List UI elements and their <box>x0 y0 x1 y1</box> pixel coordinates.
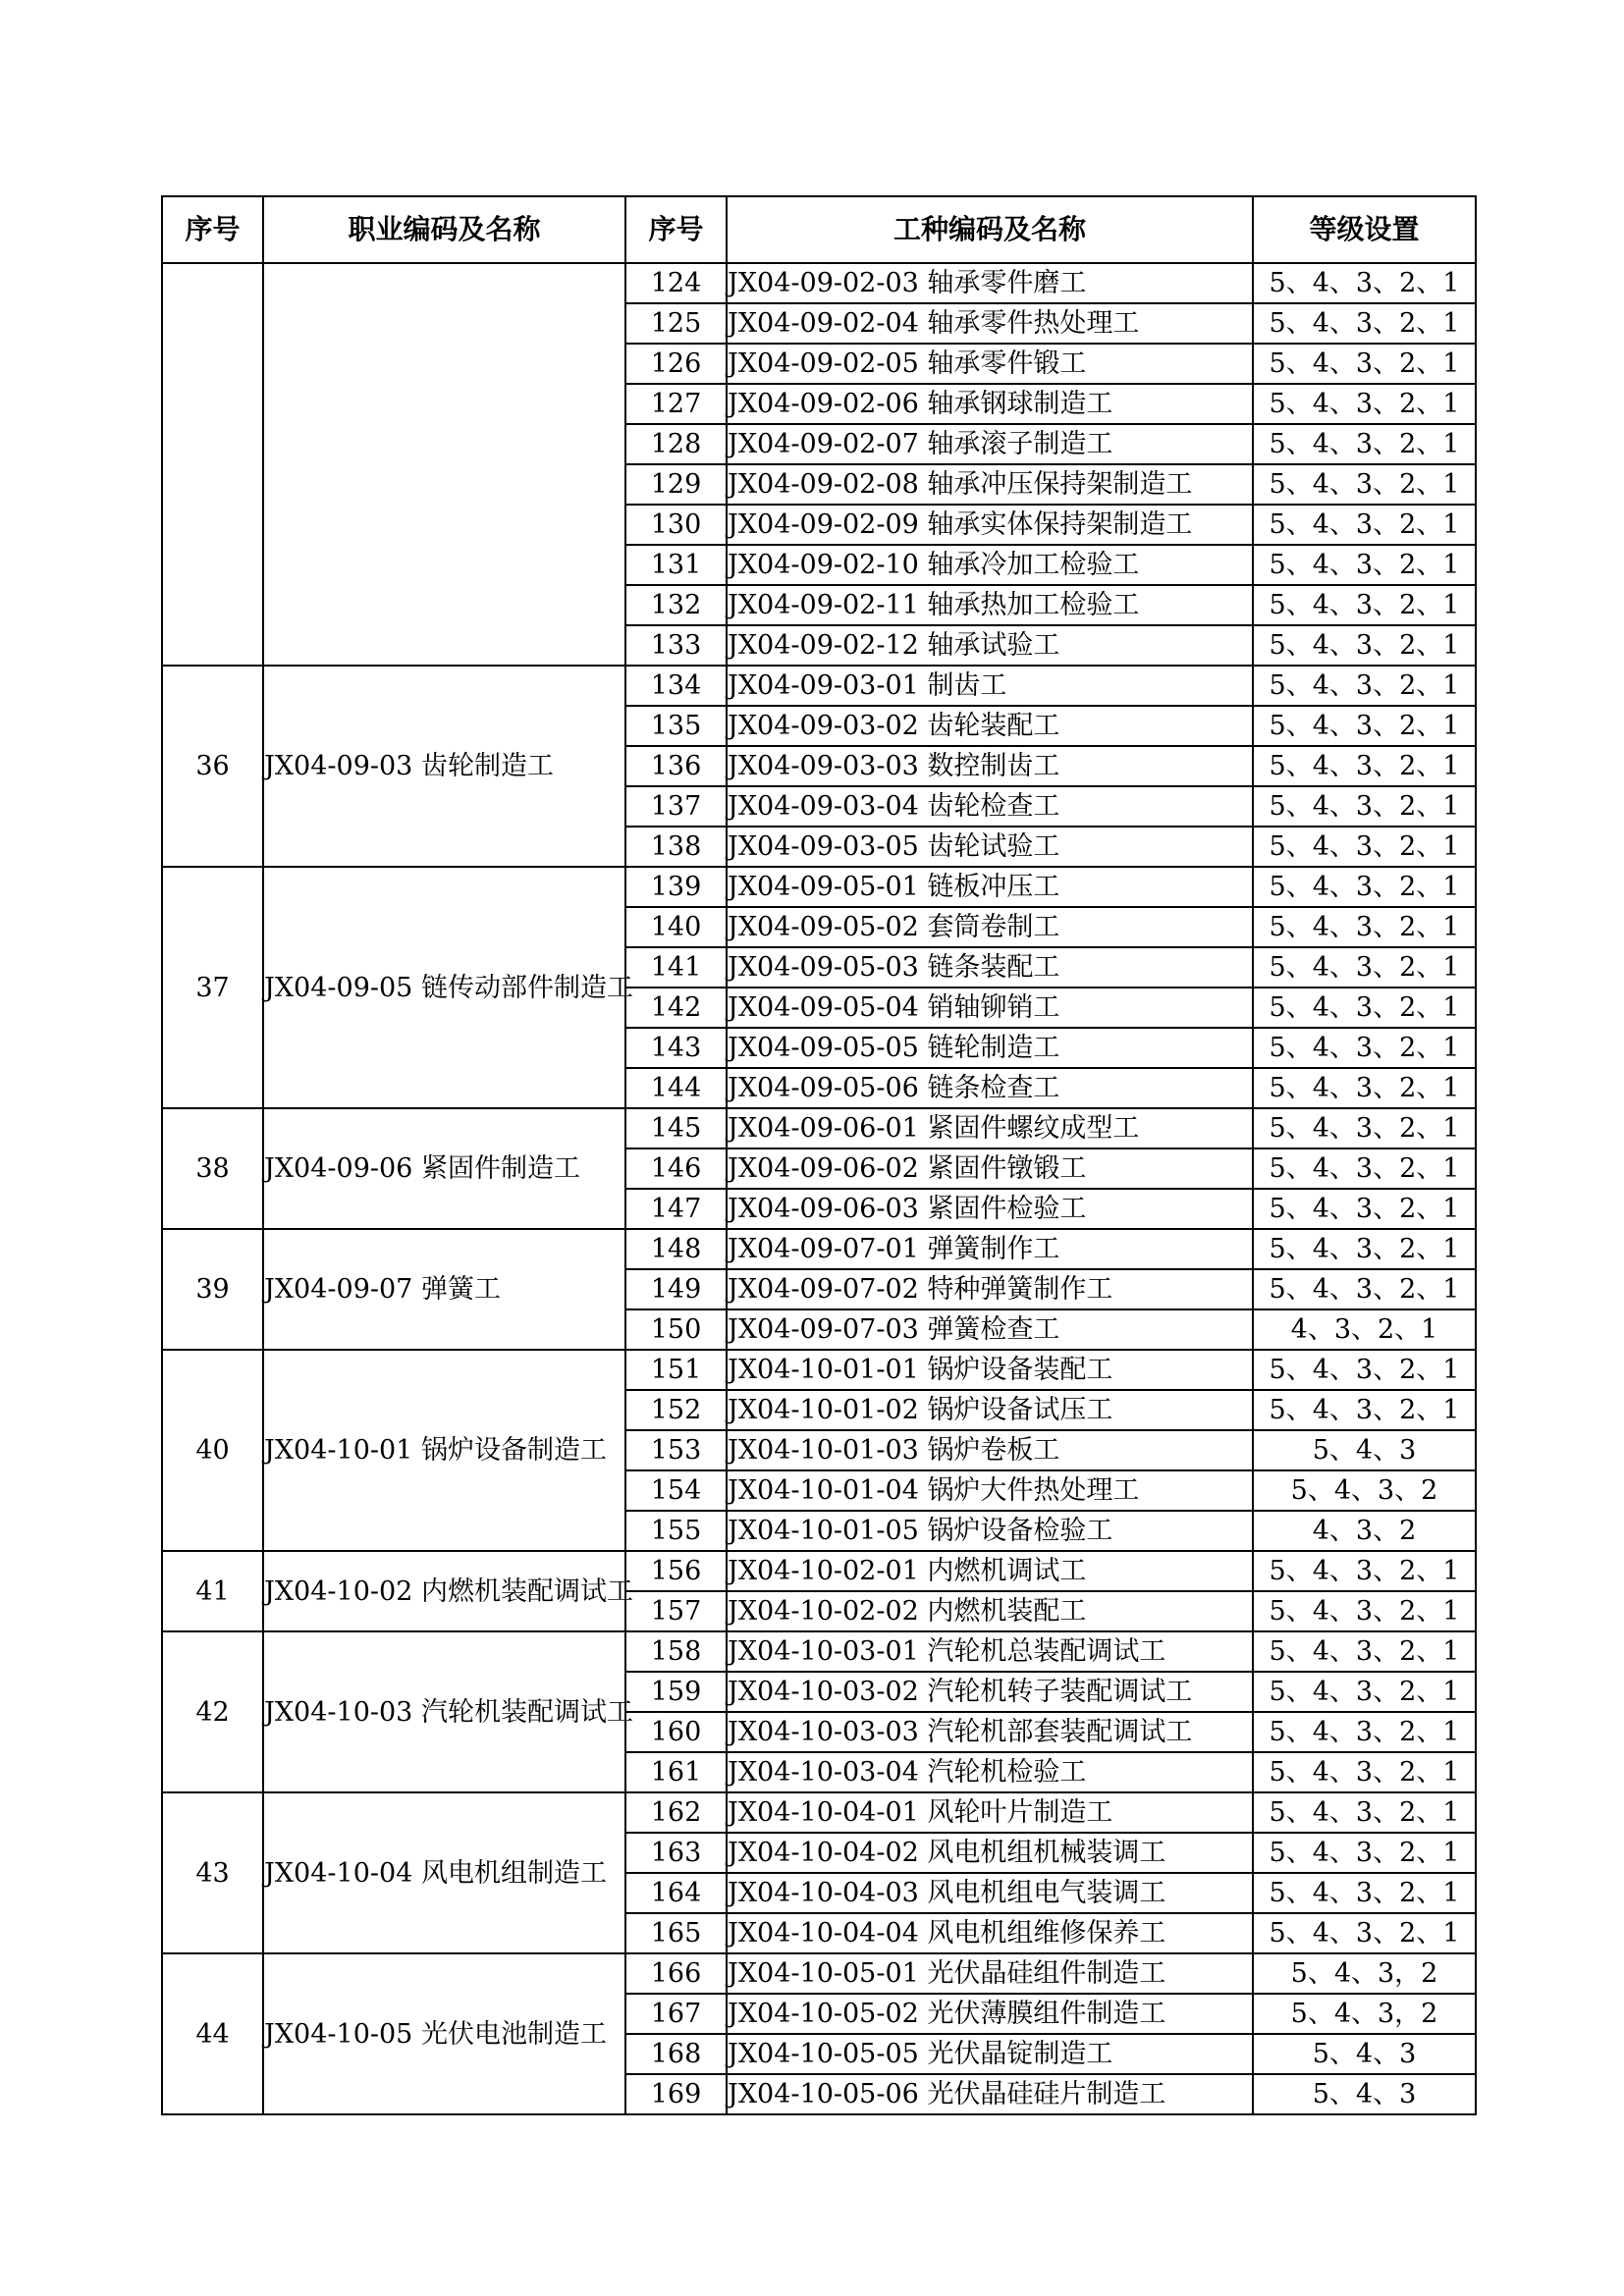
job-number: 141 <box>625 947 727 988</box>
job-number: 166 <box>625 1953 727 1994</box>
job-number: 163 <box>625 1833 727 1873</box>
job-number: 157 <box>625 1591 727 1631</box>
job-number: 152 <box>625 1390 727 1430</box>
level-setting: 5、4、3、2、1 <box>1253 1189 1476 1229</box>
job-code-name: JX04-09-03-01 制齿工 <box>727 666 1253 706</box>
job-code-name: JX04-10-04-04 风电机组维修保养工 <box>727 1913 1253 1953</box>
job-code-name: JX04-09-02-05 轴承零件锻工 <box>727 344 1253 384</box>
occupation-number: 41 <box>162 1551 263 1631</box>
table-body <box>162 263 1476 2114</box>
table-row <box>162 263 1476 303</box>
level-setting: 5、4、3、2、1 <box>1253 464 1476 505</box>
level-setting: 5、4、3、2、1 <box>1253 1269 1476 1309</box>
job-code-name: JX04-10-02-02 内燃机装配工 <box>727 1591 1253 1631</box>
job-number: 131 <box>625 545 727 585</box>
occupation-number: 43 <box>162 1792 263 1953</box>
job-number: 168 <box>625 2034 727 2074</box>
job-code-name: JX04-09-05-02 套筒卷制工 <box>727 907 1253 947</box>
occupation-name: JX04-10-03 汽轮机装配调试工 <box>263 1631 625 1792</box>
level-setting: 5、4、3、2、1 <box>1253 1551 1476 1591</box>
job-number: 161 <box>625 1752 727 1792</box>
level-setting: 5、4、3、2、1 <box>1253 907 1476 947</box>
job-number: 165 <box>625 1913 727 1953</box>
level-setting: 5、4、3、2、1 <box>1253 1631 1476 1672</box>
job-code-name: JX04-10-05-06 光伏晶硅硅片制造工 <box>727 2074 1253 2114</box>
job-code-name: JX04-10-03-01 汽轮机总装配调试工 <box>727 1631 1253 1672</box>
job-code-name: JX04-09-06-01 紧固件螺纹成型工 <box>727 1108 1253 1148</box>
job-code-name: JX04-09-02-07 轴承滚子制造工 <box>727 424 1253 464</box>
job-number: 140 <box>625 907 727 947</box>
table-row <box>162 1953 1476 1994</box>
occupation-number: 38 <box>162 1108 263 1229</box>
table-row <box>162 1108 1476 1148</box>
occupation-name: JX04-10-02 内燃机装配调试工 <box>263 1551 625 1631</box>
job-number: 147 <box>625 1189 727 1229</box>
occupation-name: JX04-09-05 链传动部件制造工 <box>263 867 625 1108</box>
job-number: 124 <box>625 263 727 303</box>
header-job-name: 工种编码及名称 <box>727 196 1253 263</box>
level-setting: 5、4、3、2、1 <box>1253 1148 1476 1189</box>
level-setting: 5、4、3、2、1 <box>1253 827 1476 867</box>
job-number: 128 <box>625 424 727 464</box>
level-setting: 5、4、3、2、1 <box>1253 1068 1476 1108</box>
occupation-name: JX04-10-04 风电机组制造工 <box>263 1792 625 1953</box>
job-code-name: JX04-09-03-04 齿轮检查工 <box>727 786 1253 827</box>
level-setting: 5、4、3、2、1 <box>1253 1390 1476 1430</box>
occupation-number: 36 <box>162 666 263 867</box>
job-number: 148 <box>625 1229 727 1269</box>
job-code-name: JX04-09-05-01 链板冲压工 <box>727 867 1253 907</box>
occupation-number: 37 <box>162 867 263 1108</box>
level-setting: 5、4、3、2、1 <box>1253 706 1476 746</box>
level-setting: 5、4、3、2、1 <box>1253 625 1476 666</box>
job-number: 133 <box>625 625 727 666</box>
occupation-number: 44 <box>162 1953 263 2114</box>
level-setting: 5、4、3、2、1 <box>1253 585 1476 625</box>
job-code-name: JX04-09-06-02 紧固件镦锻工 <box>727 1148 1253 1189</box>
level-setting: 5、4、3、2、1 <box>1253 303 1476 344</box>
occupation-name: JX04-09-07 弹簧工 <box>263 1229 625 1350</box>
job-number: 155 <box>625 1511 727 1551</box>
job-number: 154 <box>625 1470 727 1511</box>
header-occ-name: 职业编码及名称 <box>263 196 625 263</box>
job-code-name: JX04-10-05-02 光伏薄膜组件制造工 <box>727 1994 1253 2034</box>
level-setting: 5、4、3、2 <box>1253 1470 1476 1511</box>
table-row <box>162 1229 1476 1269</box>
job-code-name: JX04-09-02-12 轴承试验工 <box>727 625 1253 666</box>
job-code-name: JX04-10-01-04 锅炉大件热处理工 <box>727 1470 1253 1511</box>
table-row <box>162 666 1476 706</box>
table-row <box>162 1350 1476 1390</box>
job-code-name: JX04-09-02-06 轴承钢球制造工 <box>727 384 1253 424</box>
occupation-name: JX04-09-03 齿轮制造工 <box>263 666 625 867</box>
level-setting: 5、4、3、2、1 <box>1253 786 1476 827</box>
job-code-name: JX04-09-02-09 轴承实体保持架制造工 <box>727 505 1253 545</box>
job-code-name: JX04-09-02-03 轴承零件磨工 <box>727 263 1253 303</box>
table-row <box>162 1792 1476 1833</box>
job-code-name: JX04-09-05-06 链条检查工 <box>727 1068 1253 1108</box>
job-number: 126 <box>625 344 727 384</box>
job-number: 137 <box>625 786 727 827</box>
job-code-name: JX04-09-02-10 轴承冷加工检验工 <box>727 545 1253 585</box>
job-number: 142 <box>625 988 727 1028</box>
job-number: 164 <box>625 1873 727 1913</box>
job-number: 158 <box>625 1631 727 1672</box>
occupation-number: 42 <box>162 1631 263 1792</box>
table-row <box>162 1631 1476 1672</box>
occupation-number: 40 <box>162 1350 263 1551</box>
header-levels: 等级设置 <box>1253 196 1476 263</box>
occupation-table <box>161 195 1477 2115</box>
job-number: 127 <box>625 384 727 424</box>
level-setting: 5、4、3、2、1 <box>1253 1229 1476 1269</box>
level-setting: 5、4、3、2、1 <box>1253 1913 1476 1953</box>
level-setting: 5、4、3、2、1 <box>1253 545 1476 585</box>
job-number: 130 <box>625 505 727 545</box>
job-code-name: JX04-10-05-05 光伏晶锭制造工 <box>727 2034 1253 2074</box>
job-number: 143 <box>625 1028 727 1068</box>
occupation-number: 39 <box>162 1229 263 1350</box>
job-number: 169 <box>625 2074 727 2114</box>
job-code-name: JX04-10-05-01 光伏晶硅组件制造工 <box>727 1953 1253 1994</box>
job-code-name: JX04-10-04-01 风轮叶片制造工 <box>727 1792 1253 1833</box>
level-setting: 5、4、3 <box>1253 2074 1476 2114</box>
level-setting: 5、4、3、2、1 <box>1253 505 1476 545</box>
level-setting: 5、4、3、2、1 <box>1253 988 1476 1028</box>
job-number: 146 <box>625 1148 727 1189</box>
job-number: 153 <box>625 1430 727 1470</box>
job-number: 138 <box>625 827 727 867</box>
table-row <box>162 867 1476 907</box>
level-setting: 5、4、3、2、1 <box>1253 263 1476 303</box>
job-code-name: JX04-09-02-08 轴承冲压保持架制造工 <box>727 464 1253 505</box>
level-setting: 5、4、3、2、1 <box>1253 1833 1476 1873</box>
level-setting: 5、4、3、2、1 <box>1253 947 1476 988</box>
level-setting: 5、4、3、2、1 <box>1253 1350 1476 1390</box>
job-code-name: JX04-09-07-02 特种弹簧制作工 <box>727 1269 1253 1309</box>
job-number: 135 <box>625 706 727 746</box>
job-code-name: JX04-10-01-02 锅炉设备试压工 <box>727 1390 1253 1430</box>
level-setting: 5、4、3、2、1 <box>1253 344 1476 384</box>
job-number: 162 <box>625 1792 727 1833</box>
job-code-name: JX04-10-01-03 锅炉卷板工 <box>727 1430 1253 1470</box>
job-number: 132 <box>625 585 727 625</box>
level-setting: 4、3、2、1 <box>1253 1309 1476 1350</box>
job-number: 150 <box>625 1309 727 1350</box>
occupation-name: JX04-09-06 紧固件制造工 <box>263 1108 625 1229</box>
job-number: 167 <box>625 1994 727 2034</box>
job-code-name: JX04-10-01-05 锅炉设备检验工 <box>727 1511 1253 1551</box>
job-code-name: JX04-09-05-04 销轴铆销工 <box>727 988 1253 1028</box>
level-setting: 5、4、3，2 <box>1253 1994 1476 2034</box>
job-number: 125 <box>625 303 727 344</box>
occupation-name: JX04-10-01 锅炉设备制造工 <box>263 1350 625 1551</box>
job-code-name: JX04-10-03-04 汽轮机检验工 <box>727 1752 1253 1792</box>
job-number: 156 <box>625 1551 727 1591</box>
job-code-name: JX04-10-04-02 风电机组机械装调工 <box>727 1833 1253 1873</box>
header-job-no: 序号 <box>625 196 727 263</box>
level-setting: 5、4、3、2、1 <box>1253 1591 1476 1631</box>
job-code-name: JX04-10-03-02 汽轮机转子装配调试工 <box>727 1672 1253 1712</box>
header-row <box>162 196 1476 263</box>
occupation-name <box>263 263 625 666</box>
occupation-name: JX04-10-05 光伏电池制造工 <box>263 1953 625 2114</box>
job-code-name: JX04-10-02-01 内燃机调试工 <box>727 1551 1253 1591</box>
job-code-name: JX04-09-07-01 弹簧制作工 <box>727 1229 1253 1269</box>
table-row <box>162 1551 1476 1591</box>
job-number: 134 <box>625 666 727 706</box>
level-setting: 5、4、3、2、1 <box>1253 424 1476 464</box>
level-setting: 5、4、3、2、1 <box>1253 867 1476 907</box>
level-setting: 5、4、3 <box>1253 1430 1476 1470</box>
job-code-name: JX04-09-03-05 齿轮试验工 <box>727 827 1253 867</box>
job-number: 160 <box>625 1712 727 1752</box>
level-setting: 5、4、3、2、1 <box>1253 1752 1476 1792</box>
job-code-name: JX04-09-03-03 数控制齿工 <box>727 746 1253 786</box>
job-code-name: JX04-09-03-02 齿轮装配工 <box>727 706 1253 746</box>
level-setting: 4、3、2 <box>1253 1511 1476 1551</box>
job-number: 129 <box>625 464 727 505</box>
job-code-name: JX04-09-02-04 轴承零件热处理工 <box>727 303 1253 344</box>
job-code-name: JX04-09-02-11 轴承热加工检验工 <box>727 585 1253 625</box>
job-code-name: JX04-09-06-03 紧固件检验工 <box>727 1189 1253 1229</box>
job-code-name: JX04-10-04-03 风电机组电气装调工 <box>727 1873 1253 1913</box>
level-setting: 5、4、3、2、1 <box>1253 1108 1476 1148</box>
level-setting: 5、4、3，2 <box>1253 1953 1476 1994</box>
level-setting: 5、4、3 <box>1253 2034 1476 2074</box>
level-setting: 5、4、3、2、1 <box>1253 1028 1476 1068</box>
job-number: 136 <box>625 746 727 786</box>
header-occ-no: 序号 <box>162 196 263 263</box>
level-setting: 5、4、3、2、1 <box>1253 666 1476 706</box>
level-setting: 5、4、3、2、1 <box>1253 1672 1476 1712</box>
occupation-number <box>162 263 263 666</box>
level-setting: 5、4、3、2、1 <box>1253 1873 1476 1913</box>
job-code-name: JX04-09-05-03 链条装配工 <box>727 947 1253 988</box>
job-number: 149 <box>625 1269 727 1309</box>
job-number: 144 <box>625 1068 727 1108</box>
level-setting: 5、4、3、2、1 <box>1253 1792 1476 1833</box>
level-setting: 5、4、3、2、1 <box>1253 746 1476 786</box>
job-number: 145 <box>625 1108 727 1148</box>
job-number: 151 <box>625 1350 727 1390</box>
job-number: 139 <box>625 867 727 907</box>
job-code-name: JX04-10-01-01 锅炉设备装配工 <box>727 1350 1253 1390</box>
level-setting: 5、4、3、2、1 <box>1253 384 1476 424</box>
job-code-name: JX04-10-03-03 汽轮机部套装配调试工 <box>727 1712 1253 1752</box>
job-code-name: JX04-09-05-05 链轮制造工 <box>727 1028 1253 1068</box>
job-code-name: JX04-09-07-03 弹簧检查工 <box>727 1309 1253 1350</box>
job-number: 159 <box>625 1672 727 1712</box>
level-setting: 5、4、3、2、1 <box>1253 1712 1476 1752</box>
